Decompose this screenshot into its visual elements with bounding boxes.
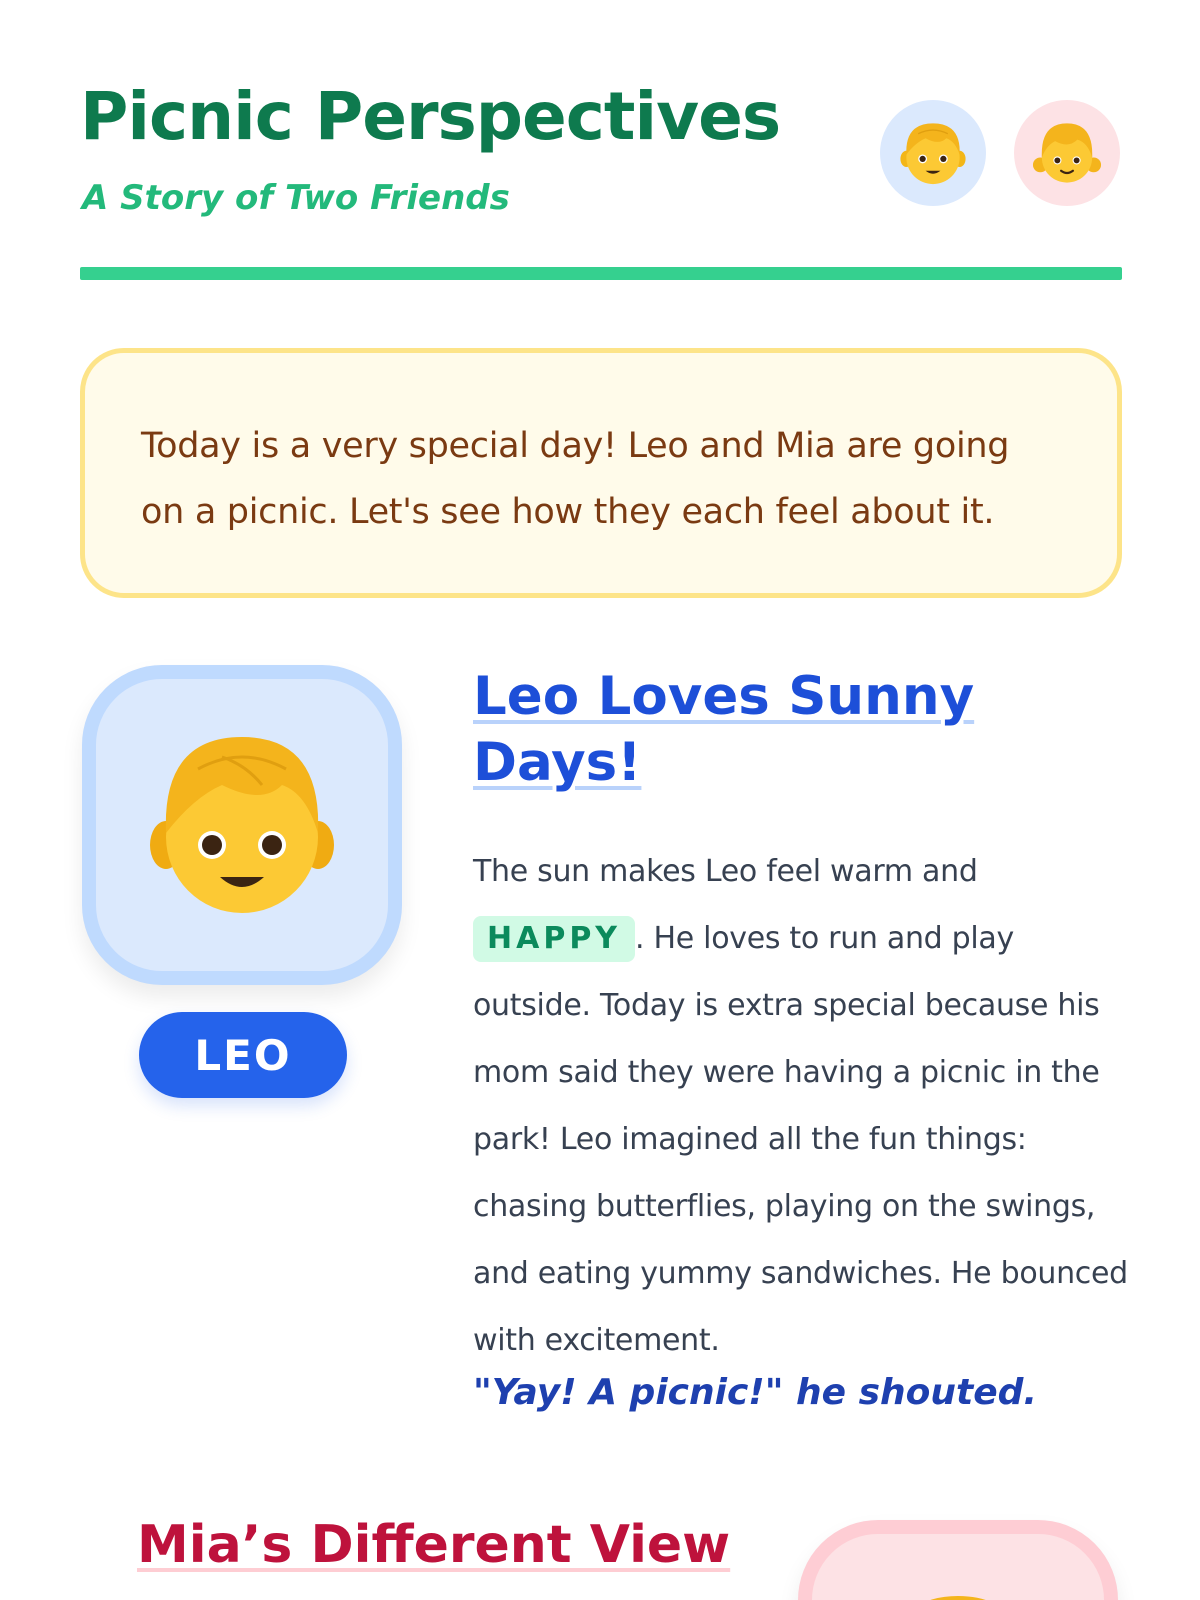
page-header [80, 78, 1120, 278]
leo-avatar [880, 100, 986, 206]
leo-name-badge: LEO [139, 1012, 347, 1098]
header-divider [80, 267, 1122, 280]
mia-section-heading: Mia’s Different View [137, 1515, 731, 1575]
mia-portrait [798, 1520, 1118, 1600]
leo-section-heading: Leo Loves Sunny Days! [473, 666, 975, 793]
emotion-badge: HAPPY [473, 916, 635, 962]
girl-face-icon [858, 1580, 1058, 1600]
boy-face-icon [142, 725, 342, 925]
leo-portrait [82, 665, 402, 985]
mia-avatar [1014, 100, 1120, 206]
intro-box [80, 348, 1122, 598]
leo-text-start: The sun makes Leo feel warm and [473, 854, 978, 889]
leo-text-end: . He loves to run and play outside. Today is extra special because his mom said they were having a picnic in the park! Leo imagined all the fun things: chasing butterflies, playing on the swings, and eating yummy sandwiches. He bounced with excitement. [473, 921, 1128, 1358]
leo-quote: "Yay! A picnic!" he shouted. [473, 1372, 1038, 1413]
page-subtitle: A Story of Two Friends [82, 178, 510, 218]
leo-story-text [473, 838, 1133, 1374]
boy-face-icon [896, 116, 970, 190]
girl-face-icon [1030, 116, 1104, 190]
intro-text: Today is a very special day! Leo and Mia are going on a picnic. Let's see how they each feel about it. [141, 426, 1010, 532]
page-title: Picnic Perspectives [80, 78, 781, 155]
